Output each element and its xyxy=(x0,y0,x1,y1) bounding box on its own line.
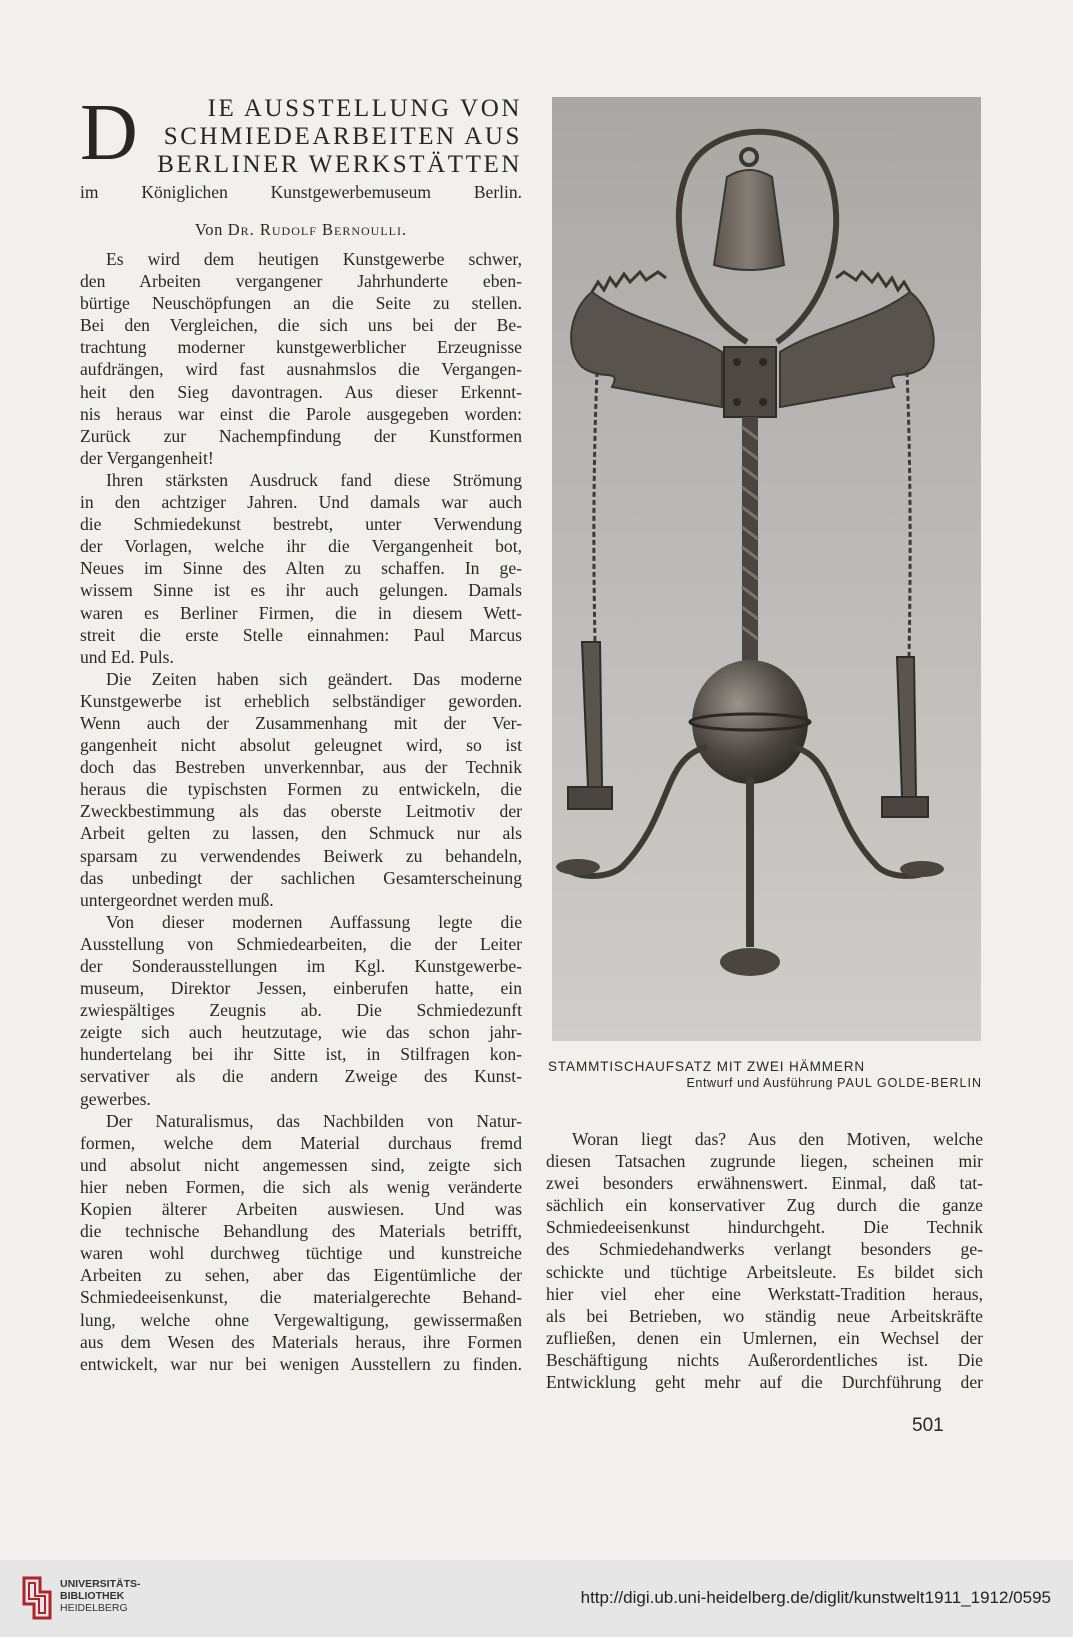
text-line: in den achtziger Jahren. Und damals war auch xyxy=(80,492,522,513)
text-line: museum, Direktor Jessen, einberufen hatte, ein xyxy=(80,978,522,999)
text-line: waren wohl durchweg tüchtige und kunstreiche xyxy=(80,1243,522,1264)
text-line: diesen Tatsachen zugrunde liegen, scheinen mir xyxy=(546,1151,983,1172)
text-line: hier viel eher eine Werkstatt-Tradition heraus, xyxy=(546,1283,983,1304)
text-line: Bei den Vergleichen, die sich uns bei der Be- xyxy=(80,315,522,336)
text-line: des Schmiedehandwerks verlangt besonders ge- xyxy=(546,1239,983,1260)
text-line: Zweckbestimmung als das oberste Leitmotiv der xyxy=(80,801,522,822)
left-text-column xyxy=(80,248,522,1375)
text-line: entwickelt, war nur bei wenigen Ausstellern zu finden. xyxy=(80,1353,522,1374)
text-line: servativer als die andern Zweige des Kunst- xyxy=(80,1066,522,1087)
text-line: der Vergangenheit! xyxy=(80,447,214,468)
text-line: Schmiedeeisenkunst hindurchgeht. Die Technik xyxy=(546,1217,983,1238)
text-line: heraus die typischsten Formen zu entwickeln, die xyxy=(80,779,522,800)
text-line: die technische Behandlung des Materials betrifft, xyxy=(80,1221,522,1242)
author-name: Dr. Rudolf Bernoulli. xyxy=(227,220,408,239)
right-text-column xyxy=(546,1128,983,1393)
text-line: Ausstellung von Schmiedearbeiten, die der Leiter xyxy=(80,933,522,954)
library-footer xyxy=(0,1560,1073,1637)
text-line: Arbeit gelten zu lassen, den Schmuck nur als xyxy=(80,823,522,844)
author-byline xyxy=(80,220,522,240)
text-line: wissem Sinne ist es ihr auch gelungen. Damals xyxy=(80,580,522,601)
permalink-url[interactable]: http://digi.ub.uni-heidelberg.de/diglit/kunstwelt1911_1912/0595 xyxy=(580,1588,1051,1607)
text-line: Es wird dem heutigen Kunstgewerbe schwer, xyxy=(106,249,522,269)
library-line-3: HEIDELBERG xyxy=(60,1602,128,1614)
text-line: und absolut nicht angemessen sind, zeigte sich xyxy=(80,1154,522,1175)
text-line: zwiespältiges Zeugnis ab. Die Schmiedezunft xyxy=(80,1000,522,1021)
text-line: streit die erste Stelle einnahmen: Paul Marcus xyxy=(80,624,522,645)
text-line: die Schmiedekunst bestrebt, unter Verwendung xyxy=(80,514,522,535)
table-centerpiece-image xyxy=(552,97,981,1041)
text-line: der Sonderausstellungen im Kgl. Kunstgewerbe- xyxy=(80,956,522,976)
drop-cap: D xyxy=(80,89,138,177)
text-line: den Arbeiten vergangener Jahrhunderte eben- xyxy=(80,271,522,292)
figure-caption: STAMMTISCHAUFSATZ MIT ZWEI HÄMMERN xyxy=(548,1059,866,1074)
text-line: Ihren stärksten Ausdruck fand diese Strömung xyxy=(106,469,522,490)
text-line: Beschäftigung nichts Außerordentliches ist. Die xyxy=(546,1349,983,1370)
text-line: Die Zeiten haben sich geändert. Das moderne xyxy=(106,668,522,689)
text-line: zufließen, denen ein Umlernen, ein Wechsel der xyxy=(546,1327,983,1348)
credit-prefix: Entwurf und Ausführung xyxy=(686,1076,834,1090)
text-line: der Vorlagen, welche ihr die Vergangenheit bot, xyxy=(80,536,522,557)
text-line: Kopien älterer Arbeiten auswiesen. Und was xyxy=(80,1199,522,1220)
text-line: doch das Bestreben unverkennbar, aus der Technik xyxy=(80,757,522,778)
text-line: sächlich ein konservativer Zug durch die ganze xyxy=(546,1195,983,1216)
text-line: Entwicklung geht mehr auf die Durchführung der xyxy=(546,1372,983,1393)
text-line: Kunstgewerbe ist erheblich selbständiger geworden. xyxy=(80,690,522,711)
text-line: als bei Betrieben, wo ständig neue Arbeitskräfte xyxy=(546,1305,983,1326)
library-logo-icon xyxy=(20,1574,54,1622)
text-line: aufdrängen, wird fast ausnahmslos die Vergangen- xyxy=(80,359,522,380)
text-line: das unbedingt der sachlichen Gesamterscheinung xyxy=(80,867,522,888)
text-line: gewerbes. xyxy=(80,1088,151,1109)
text-line: sparsam zu verwendendes Beiwerk zu behandeln, xyxy=(80,845,522,866)
text-line: und Ed. Puls. xyxy=(80,646,174,667)
title-line-1: IE AUSSTELLUNG VON xyxy=(207,95,522,122)
article-subtitle: im Königlichen Kunstgewerbemuseum Berlin. xyxy=(80,182,522,202)
library-name xyxy=(60,1578,141,1614)
text-line: lung, welche ohne Vergewaltigung, gewissermaßen xyxy=(80,1309,522,1330)
byline-prefix: Von xyxy=(194,220,223,239)
text-line: nis heraus war einst die Parole ausgegeben worden: xyxy=(80,403,522,424)
text-line: trachtung moderner kunstgewerblicher Erzeugnisse xyxy=(80,337,522,358)
text-line: Zurück zur Nachempfindung der Kunstformen xyxy=(80,425,522,446)
text-line: gangenheit nicht absolut geleugnet wird, so ist xyxy=(80,735,522,756)
text-line: Der Naturalismus, das Nachbilden von Natur- xyxy=(106,1110,522,1131)
text-line: hundertelang bei ihr Sitte ist, in Stilfragen kon- xyxy=(80,1044,522,1065)
credit-name: PAUL GOLDE-BERLIN xyxy=(837,1076,982,1090)
text-line: aus dem Wesen des Materials heraus, ihre Formen xyxy=(80,1331,522,1352)
text-line: waren es Berliner Firmen, die in diesem Wett- xyxy=(80,602,522,623)
text-line: untergeordnet werden muß. xyxy=(80,889,274,910)
text-line: zwei besonders erwähnenswert. Einmal, daß tat- xyxy=(546,1173,983,1194)
text-line: Arbeiten zu sehen, aber das Eigentümliche der xyxy=(80,1265,522,1286)
text-line: heit den Sieg davontragen. Aus dieser Erkennt- xyxy=(80,381,522,402)
text-line: Schmiedeeisenkunst, die materialgerechte Behand- xyxy=(80,1287,522,1308)
text-line: Von dieser modernen Auffassung legte die xyxy=(106,911,522,932)
text-line: formen, welche dem Material durchaus fremd xyxy=(80,1132,522,1153)
text-line: zeigte sich auch heutzutage, wie das schon jahr- xyxy=(80,1022,522,1043)
library-line-1: UNIVERSITÄTS- xyxy=(60,1578,141,1590)
figure-credit xyxy=(686,1076,982,1090)
text-line: Woran liegt das? Aus den Motiven, welche xyxy=(572,1129,983,1149)
title-line-2: SCHMIEDEARBEITEN AUS xyxy=(163,123,522,150)
text-line: Wenn auch der Zusammenhang mit der Ver- xyxy=(80,712,522,733)
page-number: 501 xyxy=(912,1415,944,1436)
text-line: bürtige Neuschöpfungen an die Seite zu stellen. xyxy=(80,293,522,314)
text-line: schickte und tüchtige Arbeitsleute. Es bildet sich xyxy=(546,1261,983,1282)
text-line: hier neben Formen, die sich als wenig veränderte xyxy=(80,1176,522,1197)
library-line-2: BIBLIOTHEK xyxy=(60,1590,125,1602)
title-line-3: BERLINER WERKSTÄTTEN xyxy=(157,151,522,178)
text-line: Neues im Sinne des Alten zu schaffen. In ge- xyxy=(80,558,522,579)
figure-photo xyxy=(552,97,981,1041)
